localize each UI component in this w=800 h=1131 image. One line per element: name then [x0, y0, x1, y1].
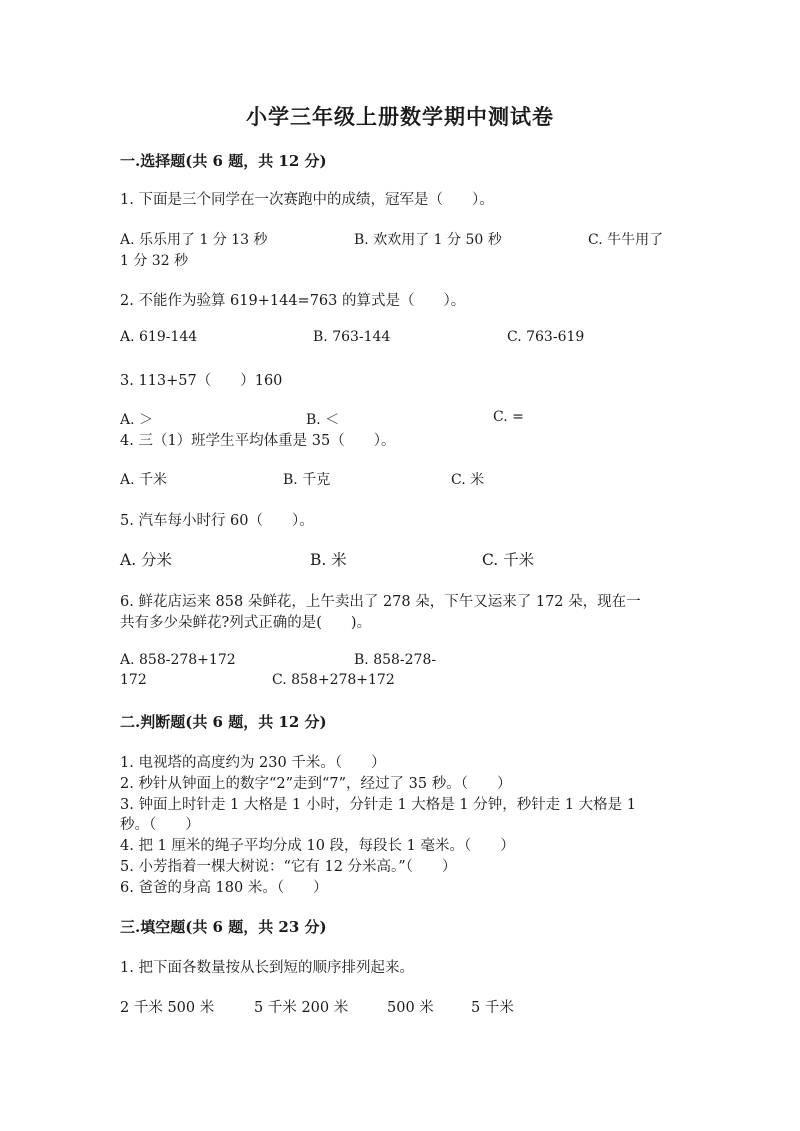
question-5-option-c: C. 千米: [482, 551, 535, 569]
judgment-item: 3. 钟面上时针走 1 大格是 1 小时，分针走 1 大格是 1 分钟，秒针走 1 大格是 1: [120, 797, 636, 813]
section-heading-fill-in: 三.填空题(共 6 题，共 23 分): [120, 918, 327, 936]
exam-title: 小学三年级上册数学期中测试卷: [246, 104, 554, 129]
judgment-item: 5. 小芳指着一棵大树说：“它有 12 分米高。”（ ）: [120, 859, 457, 875]
judgment-item: 1. 电视塔的高度约为 230 千米。（ ）: [120, 755, 386, 771]
question-3-option-a: A. ＞: [120, 412, 154, 428]
fill-question-1-stem: 1. 把下面各数量按从长到短的顺序排列起来。: [120, 960, 414, 976]
fill-question-1-value: 2 千米 500 米: [120, 1000, 215, 1016]
section-heading-judgment: 二.判断题(共 6 题，共 12 分): [120, 713, 327, 731]
question-5-stem: 5. 汽车每小时行 60（ ）。: [120, 513, 314, 529]
question-4-option-a: A. 千米: [120, 472, 168, 488]
judgment-item-cont: 秒。（ ）: [120, 817, 200, 833]
question-6-stem: 6. 鲜花店运来 858 朵鲜花，上午卖出了 278 朵，下午又运来了 172 朵，现在一: [120, 594, 641, 610]
section-heading-choice: 一.选择题(共 6 题，共 12 分): [120, 152, 327, 170]
question-5-option-a: A. 分米: [120, 551, 173, 569]
question-1-stem: 1. 下面是三个同学在一次赛跑中的成绩，冠军是（ ）。: [120, 192, 494, 208]
question-1-option-a: A. 乐乐用了 1 分 13 秒: [120, 232, 268, 248]
question-6-option-c: C. 858+278+172: [272, 672, 395, 688]
question-3-option-c: C. =: [493, 409, 524, 425]
fill-question-1-value: 5 千米: [471, 1000, 514, 1016]
question-4-option-b: B. 千克: [283, 472, 331, 488]
question-2-option-b: B. 763-144: [313, 329, 391, 345]
question-6-option-a: A. 858-278+172: [120, 652, 236, 668]
judgment-item: 6. 爸爸的身高 180 米。（ ）: [120, 880, 328, 896]
question-3-stem: 3. 113+57（ ）160: [120, 373, 283, 389]
fill-question-1-value: 5 千米 200 米: [254, 1000, 349, 1016]
question-2-option-a: A. 619-144: [120, 329, 198, 345]
question-4-stem: 4. 三（1）班学生平均体重是 35（ ）。: [120, 433, 396, 449]
question-2-option-c: C. 763-619: [507, 329, 585, 345]
judgment-item: 4. 把 1 厘米的绳子平均分成 10 段，每段长 1 毫米。（ ）: [120, 838, 515, 854]
question-1-option-c: C. 牛牛用了: [588, 232, 664, 248]
question-4-option-c: C. 米: [451, 472, 485, 488]
question-6-stem-cont: 共有多少朵鲜花?列式正确的是( )。: [120, 615, 372, 631]
fill-question-1-value: 500 米: [387, 1000, 434, 1016]
question-3-option-b: B. ＜: [306, 412, 340, 428]
question-1-option-b: B. 欢欢用了 1 分 50 秒: [354, 232, 502, 248]
question-2-stem: 2. 不能作为验算 619+144=763 的算式是（ ）。: [120, 293, 466, 309]
question-6-option-b: B. 858-278-: [354, 652, 437, 668]
question-5-option-b: B. 米: [310, 551, 347, 569]
question-6-option-b-cont: 172: [120, 672, 147, 688]
judgment-item: 2. 秒针从钟面上的数字“2”走到“7”，经过了 35 秒。（ ）: [120, 776, 512, 792]
question-1-option-c-cont: 1 分 32 秒: [120, 253, 189, 269]
